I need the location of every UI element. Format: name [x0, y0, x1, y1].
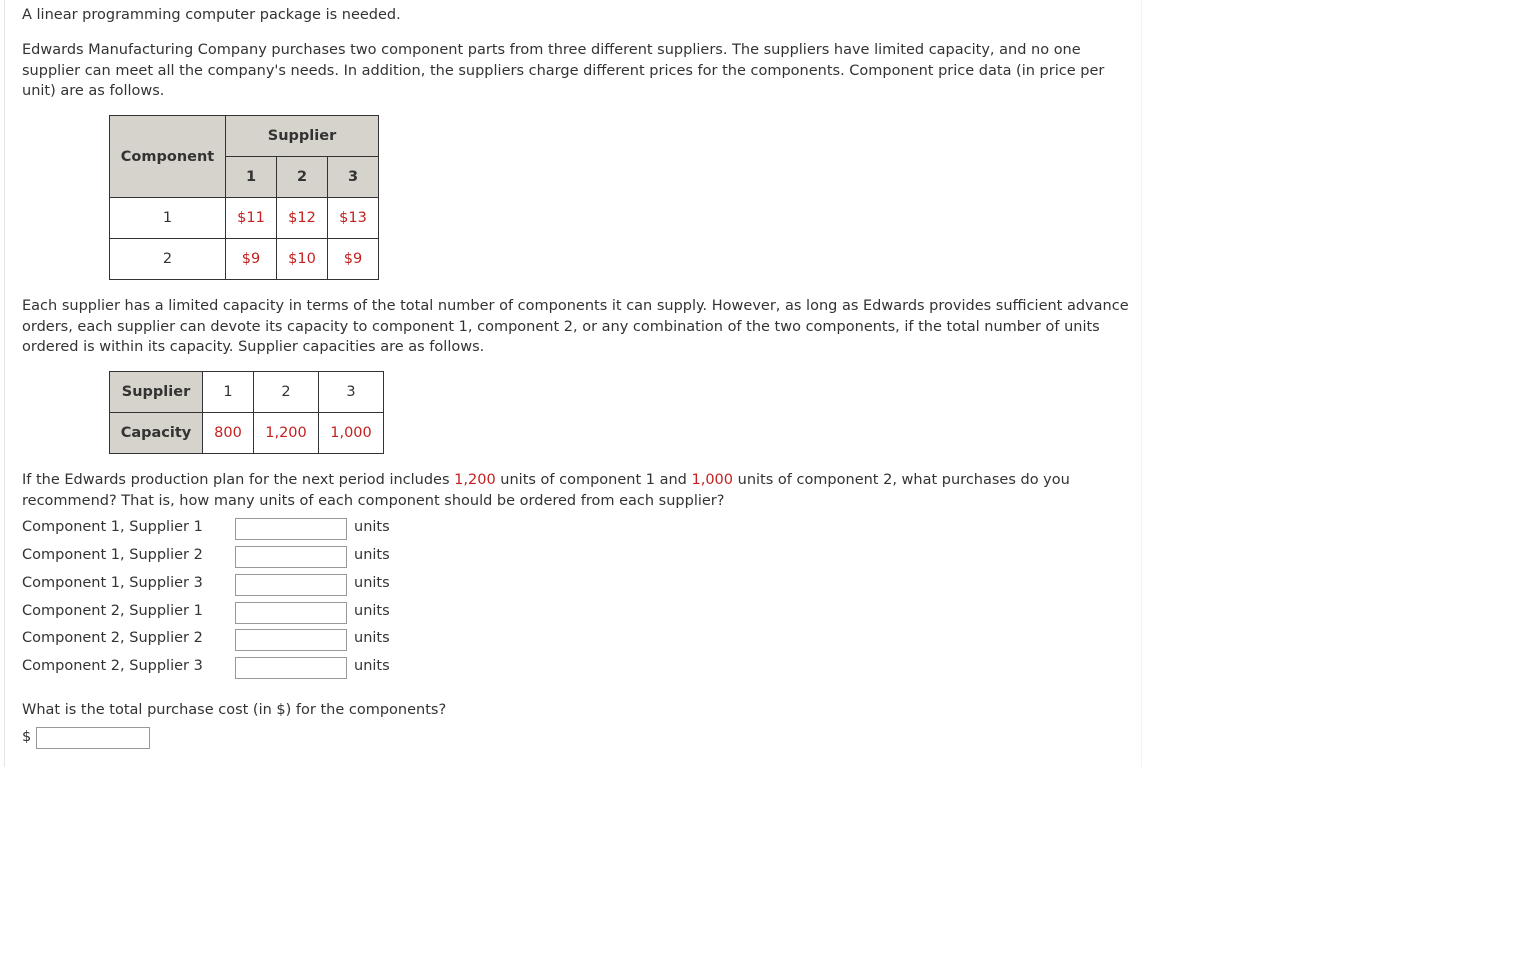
unit-label: units [354, 658, 390, 674]
component-row-label: 1 [110, 198, 226, 239]
price-cell: $13 [328, 198, 379, 239]
capacity-value: 1,200 [254, 413, 319, 454]
supplier-header: Supplier [226, 116, 379, 157]
question-text [22, 470, 1122, 511]
component-1-quantity: 1,200 [454, 472, 496, 488]
intro-text: A linear programming computer package is needed. [22, 7, 401, 23]
problem-paragraph-2: Each supplier has a limited capacity in terms of the total number of components it can supply. However, as long as Edwards provides sufficient advance orders, each supplier can devote its capacity to component 1, component 2, or any combination of the two components, if the total number of units ordered is within its capacity. Supplier capacities are as follows. [22, 298, 1129, 355]
answer-label: Component 1, Supplier 3 [22, 575, 203, 591]
unit-label: units [354, 519, 390, 535]
right-border [1141, 0, 1142, 767]
component-header: Component [110, 116, 226, 198]
supplier-row-header: Supplier [110, 372, 203, 413]
price-cell: $10 [277, 239, 328, 280]
price-table [109, 115, 379, 280]
capacity-table [109, 371, 384, 454]
answer-label: Component 2, Supplier 2 [22, 630, 203, 646]
component-row-label: 2 [110, 239, 226, 280]
answer-label: Component 2, Supplier 3 [22, 658, 203, 674]
capacity-supplier-1: 1 [203, 372, 254, 413]
capacity-supplier-3: 3 [319, 372, 384, 413]
problem-paragraph-1: Edwards Manufacturing Company purchases two component parts from three different suppliers. The suppliers have limited capacity, and no one supplier can meet all the company's needs. In addition, the suppliers charge different prices for the components. Component price data (in price per unit) are as follows. [22, 42, 1105, 99]
supplier-col-3: 3 [328, 157, 379, 198]
answer-label: Component 2, Supplier 1 [22, 603, 203, 619]
unit-label: units [354, 603, 390, 619]
component-1-supplier-2-input[interactable] [235, 546, 347, 568]
component-1-supplier-3-input[interactable] [235, 574, 347, 596]
question-part-3: units of component 2, what purchases do you recommend? That is, how many units of each component should be ordered from each supplier? [22, 472, 1070, 509]
unit-label: units [354, 575, 390, 591]
total-cost-input[interactable] [36, 727, 150, 749]
answer-label: Component 1, Supplier 1 [22, 519, 203, 535]
component-2-supplier-3-input[interactable] [235, 657, 347, 679]
price-cell: $11 [226, 198, 277, 239]
component-2-supplier-2-input[interactable] [235, 629, 347, 651]
capacity-row-header: Capacity [110, 413, 203, 454]
question-part-2: units of component 1 and [495, 472, 692, 488]
component-2-supplier-1-input[interactable] [235, 602, 347, 624]
dollar-sign: $ [22, 729, 32, 745]
unit-label: units [354, 630, 390, 646]
capacity-supplier-2: 2 [254, 372, 319, 413]
left-border [4, 0, 5, 767]
cost-question: What is the total purchase cost (in $) for the components? [22, 702, 447, 718]
capacity-value: 1,000 [319, 413, 384, 454]
answer-label: Component 1, Supplier 2 [22, 547, 203, 563]
capacity-value: 800 [203, 413, 254, 454]
component-2-quantity: 1,000 [691, 472, 734, 488]
supplier-col-2: 2 [277, 157, 328, 198]
price-cell: $9 [226, 239, 277, 280]
component-1-supplier-1-input[interactable] [235, 518, 347, 540]
price-cell: $12 [277, 198, 328, 239]
price-cell: $9 [328, 239, 379, 280]
unit-label: units [354, 547, 390, 563]
question-part-1: If the Edwards production plan for the next period includes [22, 472, 455, 488]
supplier-col-1: 1 [226, 157, 277, 198]
